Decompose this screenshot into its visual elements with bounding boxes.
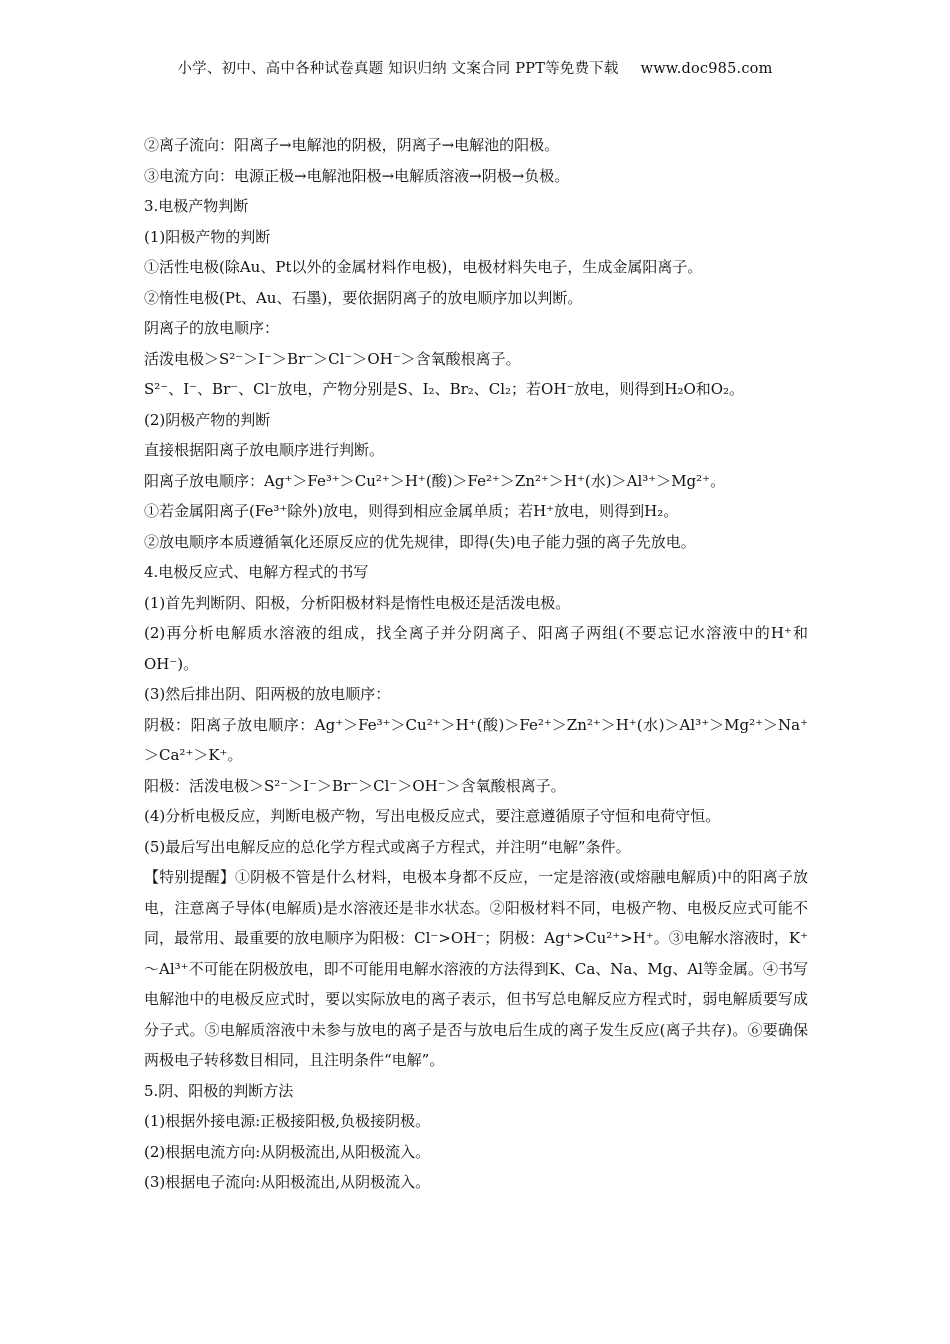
special-reminder-paragraph: 【特别提醒】①阴极不管是什么材料，电极本身都不反应，一定是溶液(或熔融电解质)中的阳离子放电，注意离子导体(电解质)是水溶液还是非水状态。②阳极材料不同，电极产物、电极反应式可能不同，最常用、最重要的放电顺序为阳极：Cl⁻>OH⁻；阴极：Ag⁺>Cu²⁺>H⁺。③电解水溶液时，K⁺～Al³⁺不可能在阴极放电，即不可能用电解水溶液的方法得到K、Ca、Na、Mg、Al等金属。④书写电解池中的电极反应式时，要以实际放电的离子表示，但书写总电解反应方程式时，弱电解质要写成分子式。⑤电解质溶液中未参与放电的离子是否与放电后生成的离子发生反应(离子共存)。⑥要确保两极电子转移数目相同，且注明条件“电解”。 (144, 868, 808, 1069)
subsection-heading: (2)阴极产物的判断 (144, 410, 271, 429)
section-heading: 3.电极产物判断 (144, 197, 249, 215)
text-line: ③电流方向：电源正极→电解池阳极→电解质溶液→阴极→负极。 (144, 166, 570, 185)
section-heading: 5.阴、阳极的判断方法 (144, 1081, 294, 1100)
text-line: (3)根据电子流向:从阳极流出,从阴极流入。 (144, 1173, 431, 1191)
text-line: (2)根据电流方向:从阴极流出,从阳极流入。 (144, 1142, 431, 1161)
text-line: (1)首先判断阴、阳极，分析阳极材料是惰性电极还是活泼电极。 (144, 593, 571, 612)
text-line: (1)根据外接电源:正极接阳极,负极接阴极。 (144, 1112, 431, 1130)
header-site: www.doc985.com (640, 61, 773, 77)
text-paragraph: 阴极：阳离子放电顺序：Ag⁺＞Fe³⁺＞Cu²⁺＞H⁺(酸)＞Fe²⁺＞Zn²⁺＞H⁺(水)＞Al³⁺＞Mg²⁺＞Na⁺＞Ca²⁺＞K⁺。 (144, 715, 808, 764)
page-header (0, 57, 950, 78)
header-title: 小学、初中、高中各种试卷真题 知识归纳 文案合同 PPT等免费下载 (177, 61, 619, 77)
text-line: (5)最后写出电解反应的总化学方程式或离子方程式，并注明“电解”条件。 (144, 837, 631, 856)
text-paragraph: (2)再分析电解质水溶液的组成，找全离子并分阴离子、阳离子两组(不要忘记水溶液中的H⁺和OH⁻)。 (144, 624, 808, 673)
text-line: ②惰性电极(Pt、Au、石墨)，要依据阴离子的放电顺序加以判断。 (144, 288, 583, 307)
text-line: 直接根据阳离子放电顺序进行判断。 (144, 441, 385, 459)
text-line: 活泼电极＞S²⁻＞I⁻＞Br⁻＞Cl⁻＞OH⁻＞含氧酸根离子。 (144, 349, 521, 368)
document-body (144, 130, 808, 1198)
text-line: ①若金属阳离子(Fe³⁺除外)放电，则得到相应金属单质；若H⁺放电，则得到H₂。 (144, 502, 679, 520)
text-line: ②放电顺序本质遵循氧化还原反应的优先规律，即得(失)电子能力强的离子先放电。 (144, 532, 696, 551)
text-line: (3)然后排出阴、阳两极的放电顺序： (144, 685, 391, 703)
text-line: (4)分析电极反应，判断电极产物，写出电极反应式，要注意遵循原子守恒和电荷守恒。 (144, 807, 721, 825)
text-line: ②离子流向：阳离子→电解池的阴极，阴离子→电解池的阳极。 (144, 136, 560, 154)
section-heading: 4.电极反应式、电解方程式的书写 (144, 563, 369, 581)
text-line: 阴离子的放电顺序： (144, 319, 280, 337)
text-line: 阳离子放电顺序：Ag⁺＞Fe³⁺＞Cu²⁺＞H⁺(酸)＞Fe²⁺＞Zn²⁺＞H⁺(水)＞Al³⁺＞Mg²⁺。 (144, 471, 726, 490)
text-line: S²⁻、I⁻、Br⁻、Cl⁻放电，产物分别是S、I₂、Br₂、Cl₂；若OH⁻放电，则得到H₂O和O₂。 (144, 380, 745, 398)
text-line: ①活性电极(除Au、Pt以外的金属材料作电极)，电极材料失电子，生成金属阳离子。 (144, 258, 703, 276)
subsection-heading: (1)阳极产物的判断 (144, 227, 271, 246)
text-line: 阳极：活泼电极＞S²⁻＞I⁻＞Br⁻＞Cl⁻＞OH⁻＞含氧酸根离子。 (144, 776, 566, 795)
